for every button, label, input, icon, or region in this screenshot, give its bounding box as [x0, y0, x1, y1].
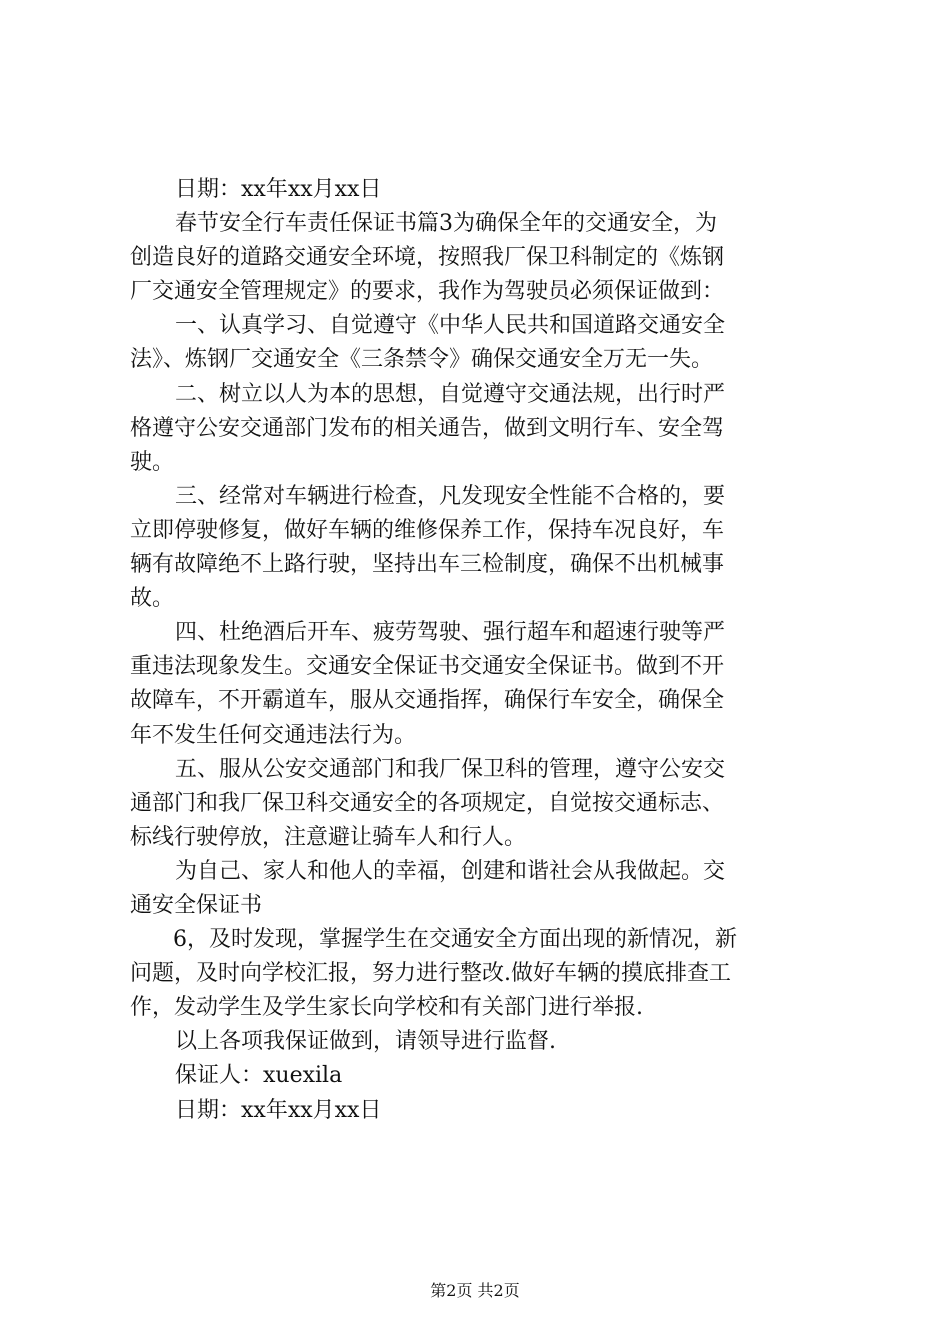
item-5-line: 标线行驶停放，注意避让骑车人和行人。	[130, 824, 527, 850]
document-body	[130, 173, 830, 1128]
item-5-line: 通部门和我厂保卫科交通安全的各项规定，自觉按交通标志、	[130, 790, 725, 816]
date-line-top: 日期：xx年xx月xx日	[175, 177, 382, 202]
item-3-line: 故。	[130, 586, 175, 612]
item-6-line: 6，及时发现，掌握学生在交通安全方面出现的新情况，新	[173, 927, 737, 953]
item-4-line: 重违法现象发生。交通安全保证书交通安全保证书。做到不开	[130, 654, 725, 680]
item-3-line: 辆有故障绝不上路行驶，坚持出车三检制度，确保不出机械事	[130, 552, 725, 578]
paragraph-intro-line: 创造良好的道路交通安全环境，按照我厂保卫科制定的《炼钢	[130, 245, 725, 271]
item-1-line: 法》、炼钢厂交通安全《三条禁令》确保交通安全万无一失。	[130, 347, 714, 373]
item-3-line: 立即停驶修复，做好车辆的维修保养工作，保持车况良好，车	[130, 517, 725, 543]
pledge-line: 以上各项我保证做到，请领导进行监督.	[175, 1029, 556, 1055]
item-2-line: 格遵守公安交通部门发布的相关通告，做到文明行车、安全驾	[130, 415, 725, 441]
item-4-line: 四、杜绝酒后开车、疲劳驾驶、强行超车和超速行驶等严	[175, 620, 726, 646]
page-number-footer: 第2页 共2页	[430, 1281, 520, 1300]
item-1-line: 一、认真学习、自觉遵守《中华人民共和国道路交通安全	[175, 313, 726, 339]
item-5-line: 五、服从公安交通部门和我厂保卫科的管理，遵守公安交	[175, 756, 726, 782]
date-line-bottom: 日期：xx年xx月xx日	[175, 1097, 382, 1123]
item-6-line: 问题，及时向学校汇报，努力进行整改.做好车辆的摸底排查工	[130, 961, 731, 987]
item-4-line: 年不发生任何交通违法行为。	[130, 722, 417, 748]
guarantor-line: 保证人：xuexila	[175, 1063, 343, 1089]
closing-paragraph-line: 通安全保证书	[130, 892, 263, 918]
item-4-line: 故障车，不开霸道车，服从交通指挥，确保行车安全，确保全	[130, 688, 725, 714]
item-2-line: 驶。	[130, 449, 175, 475]
item-2-line: 二、树立以人为本的思想，自觉遵守交通法规，出行时严	[175, 381, 726, 407]
item-6-line: 作，发动学生及学生家长向学校和有关部门进行举报.	[130, 995, 643, 1021]
paragraph-intro-line: 厂交通安全管理规定》的要求，我作为驾驶员必须保证做到：	[130, 279, 725, 305]
item-3-line: 三、经常对车辆进行检查，凡发现安全性能不合格的，要	[175, 483, 726, 509]
paragraph-intro-line: 春节安全行车责任保证书篇3为确保全年的交通安全，为	[175, 211, 717, 237]
closing-paragraph-line: 为自己、家人和他人的幸福，创建和谐社会从我做起。交	[175, 858, 726, 884]
